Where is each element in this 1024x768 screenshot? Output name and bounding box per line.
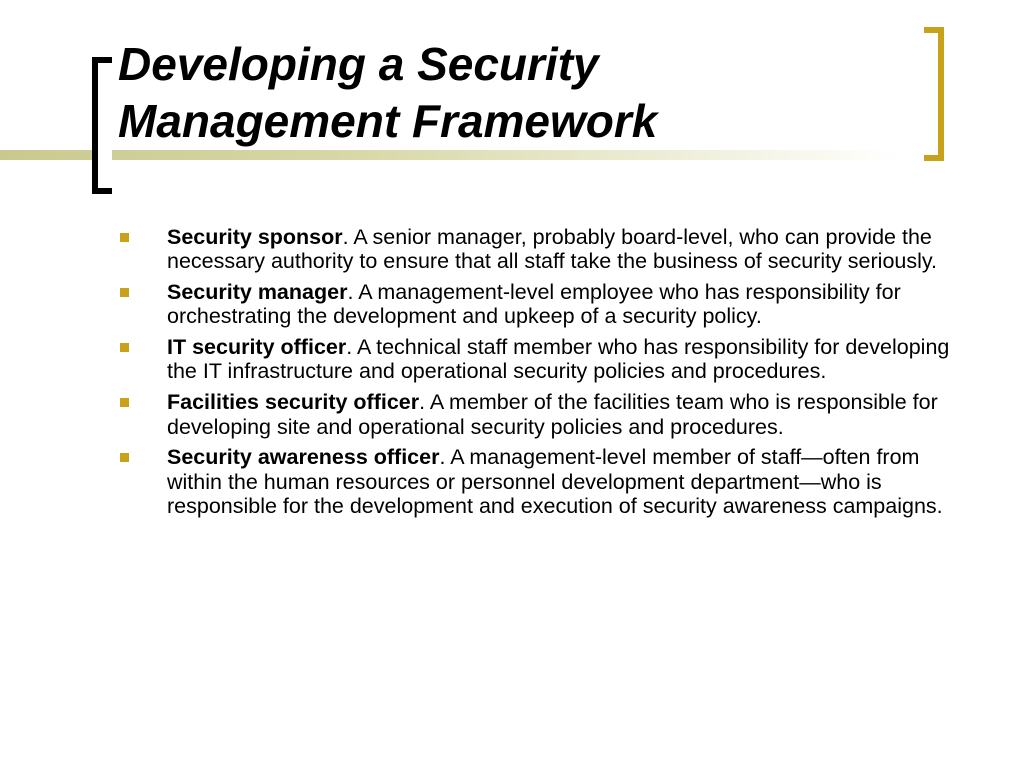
- bullet-item-facilities-security-officer: [118, 390, 958, 439]
- bullet-item-it-security-officer: [118, 335, 958, 384]
- bullet-item-security-awareness-officer: [118, 445, 958, 518]
- title-line-1: Developing a Security: [118, 38, 599, 90]
- bullet-term: Security sponsor: [167, 225, 343, 249]
- square-bullet-icon: [120, 233, 129, 242]
- bullet-item-security-manager: [118, 280, 958, 329]
- title-line-2: Management Framework: [118, 95, 658, 147]
- bullet-term: IT security officer: [167, 335, 347, 360]
- slide-title: [118, 36, 908, 150]
- bullet-term: Security manager: [167, 280, 348, 305]
- right-bracket-ornament: [924, 27, 944, 161]
- bullet-item-security-sponsor: [118, 225, 958, 274]
- bullet-term: Facilities security officer: [167, 390, 420, 415]
- square-bullet-icon: [120, 343, 129, 352]
- left-bracket-ornament: [92, 57, 112, 194]
- bullet-text: . A technical staff member who has responsibility for developing the IT infrastructure and operational security policies and procedures.: [167, 335, 950, 384]
- bullet-text: . A management-level employee who has responsibility for orchestrating the development and upkeep of a security policy.: [167, 280, 901, 329]
- square-bullet-icon: [120, 453, 129, 462]
- bullet-text: . A senior manager, probably board-level, who can provide the necessary authority to ensure that all staff take the business of security seriously.: [167, 225, 938, 274]
- bullet-term: Security awareness officer: [167, 445, 440, 470]
- title-accent-rule: [0, 150, 900, 160]
- square-bullet-icon: [120, 288, 129, 297]
- square-bullet-icon: [120, 398, 129, 407]
- bullet-list: [118, 225, 958, 525]
- bullet-text: . A management-level member of staff—often from within the human resources or personnel development department—who is responsible for the development and execution of security awareness campaigns.: [167, 445, 943, 518]
- bullet-text: . A member of the facilities team who is responsible for developing site and operational security policies and procedures.: [167, 390, 938, 439]
